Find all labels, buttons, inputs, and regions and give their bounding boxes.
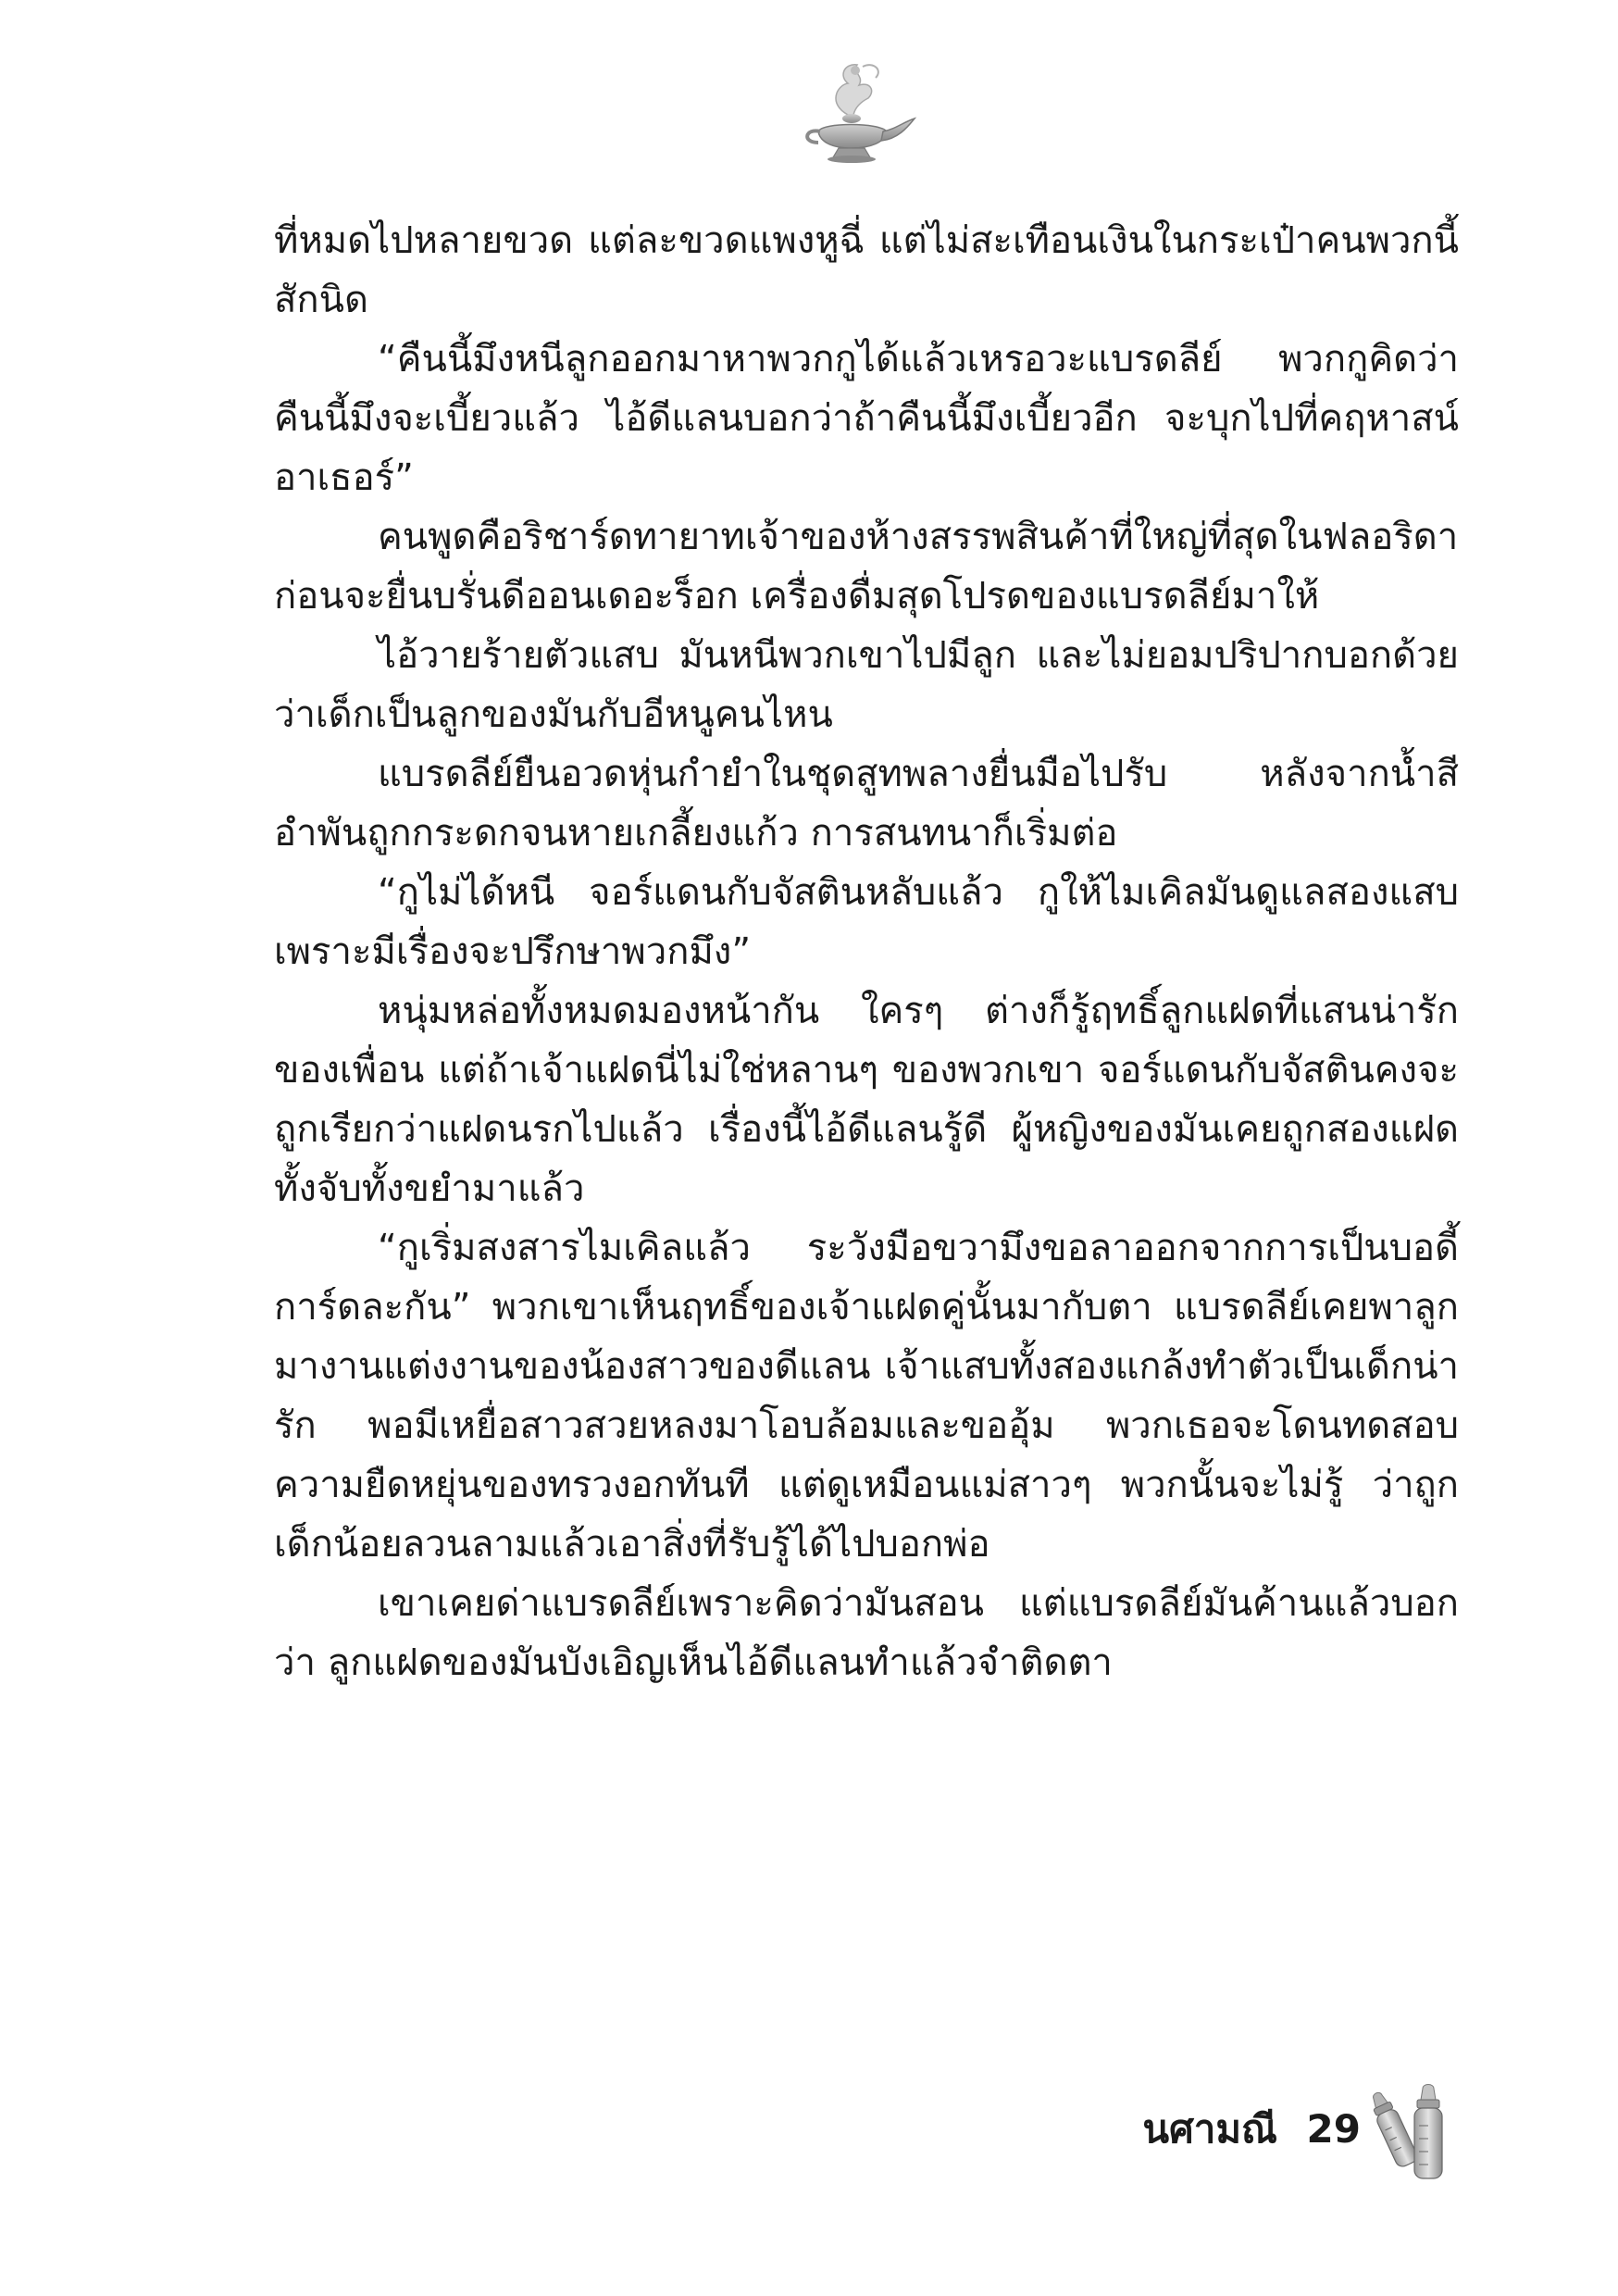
- page-footer: [1018, 2083, 1500, 2194]
- paragraph: หนุ่มหล่อทั้งหมดมองหน้ากัน ใครๆ ต่างก็รู้ฤทธิ์ลูกแฝดที่แสนน่ารักของเพื่อน แต่ถ้าเจ้าแฝดนี่ไม่ใช่หลานๆ ของพวกเขา จอร์แดนกับจัสตินคงจะถูกเรียกว่าแฝดนรกไปแล้ว เรื่องนี้ไอ้ดีแลนรู้ดี ผู้หญิงของมันเคยถูกสองแฝดทั้งจับทั้งขยำมาแล้ว: [274, 990, 1459, 1210]
- body-text: [274, 211, 1459, 1692]
- paragraph: ไอ้วายร้ายตัวแสบ มันหนีพวกเขาไปมีลูก และไม่ยอมปริปากบอกด้วยว่าเด็กเป็นลูกของมันกับอีหนูคนไหน: [274, 634, 1459, 736]
- paragraph: “กูเริ่มสงสารไมเคิลแล้ว ระวังมือขวามึงขอลาออกจากการเป็นบอดี้การ์ดละกัน” พวกเขาเห็นฤทธิ์ของเจ้าแฝดคู่นั้นมากับตา แบรดลีย์เคยพาลูกมางานแต่งงานของน้องสาวของดีแลน เจ้าแสบทั้งสองแกล้งทำตัวเป็นเด็กน่ารัก พอมีเหยื่อสาวสวยหลงมาโอบล้อมและขออุ้ม พวกเธอจะโดนทดสอบความยืดหยุ่นของทรวงอกทันที แต่ดูเหมือนแม่สาวๆ พวกนั้นจะไม่รู้ ว่าถูกเด็กน้อยลวนลามแล้วเอาสิ่งที่รับรู้ได้ไปบอกพ่อ: [274, 1227, 1459, 1566]
- paragraph: คนพูดคือริชาร์ดทายาทเจ้าของห้างสรรพสินค้าที่ใหญ่ที่สุดในฟลอริดา ก่อนจะยื่นบรั่นดีออนเดอะร็อก เครื่องดื่มสุดโปรดของแบรดลีย์มาให้: [274, 516, 1459, 618]
- paragraph: เขาเคยด่าแบรดลีย์เพราะคิดว่ามันสอน แต่แบรดลีย์มันค้านแล้วบอกว่า ลูกแฝดของมันบังเอิญเห็นไอ้ดีแลนทำแล้วจำติดตา: [274, 1582, 1459, 1684]
- paragraph: แบรดลีย์ยืนอวดหุ่นกำยำในชุดสูทพลางยื่นมือไปรับ หลังจากน้ำสีอำพันถูกกระดกจนหายเกลี้ยงแก้ว การสนทนาก็เริ่มต่อ: [274, 753, 1459, 855]
- page-number: 29: [1306, 2106, 1361, 2152]
- genie-lamp-icon: [790, 57, 920, 168]
- paragraph: “กูไม่ได้หนี จอร์แดนกับจัสตินหลับแล้ว กูให้ไมเคิลมันดูแลสองแสบเพราะมีเรื่องจะปรึกษาพวกมึง”: [274, 871, 1459, 973]
- paragraph: ที่หมดไปหลายขวด แต่ละขวดแพงหูฉี่ แต่ไม่สะเทือนเงินในกระเป๋าคนพวกนี้สักนิด: [274, 219, 1459, 321]
- baby-bottles-icon: [1365, 2083, 1453, 2185]
- paragraph: “คืนนี้มึงหนีลูกออกมาหาพวกกูได้แล้วเหรอวะแบรดลีย์ พวกกูคิดว่าคืนนี้มึงจะเบี้ยวแล้ว ไอ้ดีแลนบอกว่าถ้าคืนนี้มึงเบี้ยวอีก จะบุกไปที่คฤหาสน์อาเธอร์”: [274, 338, 1459, 499]
- author-name: นศามณี: [1142, 2106, 1277, 2152]
